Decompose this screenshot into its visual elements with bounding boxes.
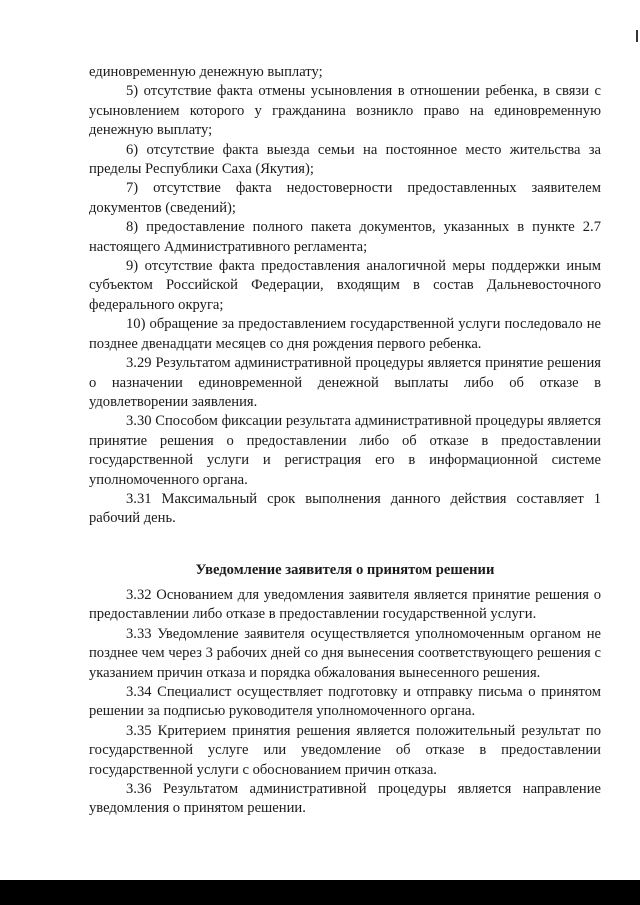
paragraph: единовременную денежную выплату; [89,64,323,80]
scan-bottom-border [0,880,640,905]
paragraph: 6) отсутствие факта выезда семьи на постоянное место жительства за пределы Республики Саха (Якутия); [89,141,601,178]
paragraph: 3.31 Максимальный срок выполнения данного действия составляет 1 рабочий день. [89,490,601,527]
paragraph: 3.33 Уведомление заявителя осуществляется уполномоченным органом не позднее чем через 3 рабочих дней со дня вынесения соответствующего решения с указанием причин отказа и порядка обжалования вынесенного решения. [89,625,601,681]
section-heading: Уведомление заявителя о принятом решении [195,562,495,578]
paragraph: 3.36 Результатом административной процедуры является направление уведомления о принятом решении. [89,781,601,817]
paragraph: 7) отсутствие факта недостоверности предоставленных заявителем документов (сведений); [89,180,601,216]
paragraph: 8) предоставление полного пакета документов, указанных в пункте 2.7 настоящего Административного регламента; [89,219,601,255]
paragraph: 3.29 Результатом административной процедуры является принятие решения о назначении единовременной денежной выплаты либо об отказе в удовлетворении заявления. [89,355,601,410]
paragraph: 3.30 Способом фиксации результата административной процедуры является принятие решения о предоставлении либо об отказе в предоставлении государственной услуги и регистрация его в информационной системе уполномоченного органа. [89,413,601,488]
text-block-bottom [89,586,601,819]
scan-edge-mark [636,30,638,42]
paragraph: 3.35 Критерием принятия решения является положительный результат по государственной услуге или уведомление об отказе в предоставлении государственной услуги с обоснованием причин отказа. [89,722,601,778]
text-block-top [89,63,601,529]
paragraph: 3.34 Специалист осуществляет подготовку и отправку письма о принятом решении за подписью руководителя уполномоченного органа. [89,684,601,720]
paragraph: 5) отсутствие факта отмены усыновления в отношении ребенка, в связи с усыновлением которого у гражданина возникло право на единовременную денежную выплату; [89,83,601,139]
paragraph: 10) обращение за предоставлением государственной услуги последовало не позднее двенадцати месяцев со дня рождения первого ребенка. [89,316,601,352]
paragraph: 3.32 Основанием для уведомления заявителя является принятие решения о предоставлении либо отказе в предоставлении государственной услуги. [89,587,601,623]
paragraph: 9) отсутствие факта предоставления аналогичной меры поддержки иным субъектом Российской Федерации, входящим в состав Дальневосточного федерального округа; [89,258,601,313]
